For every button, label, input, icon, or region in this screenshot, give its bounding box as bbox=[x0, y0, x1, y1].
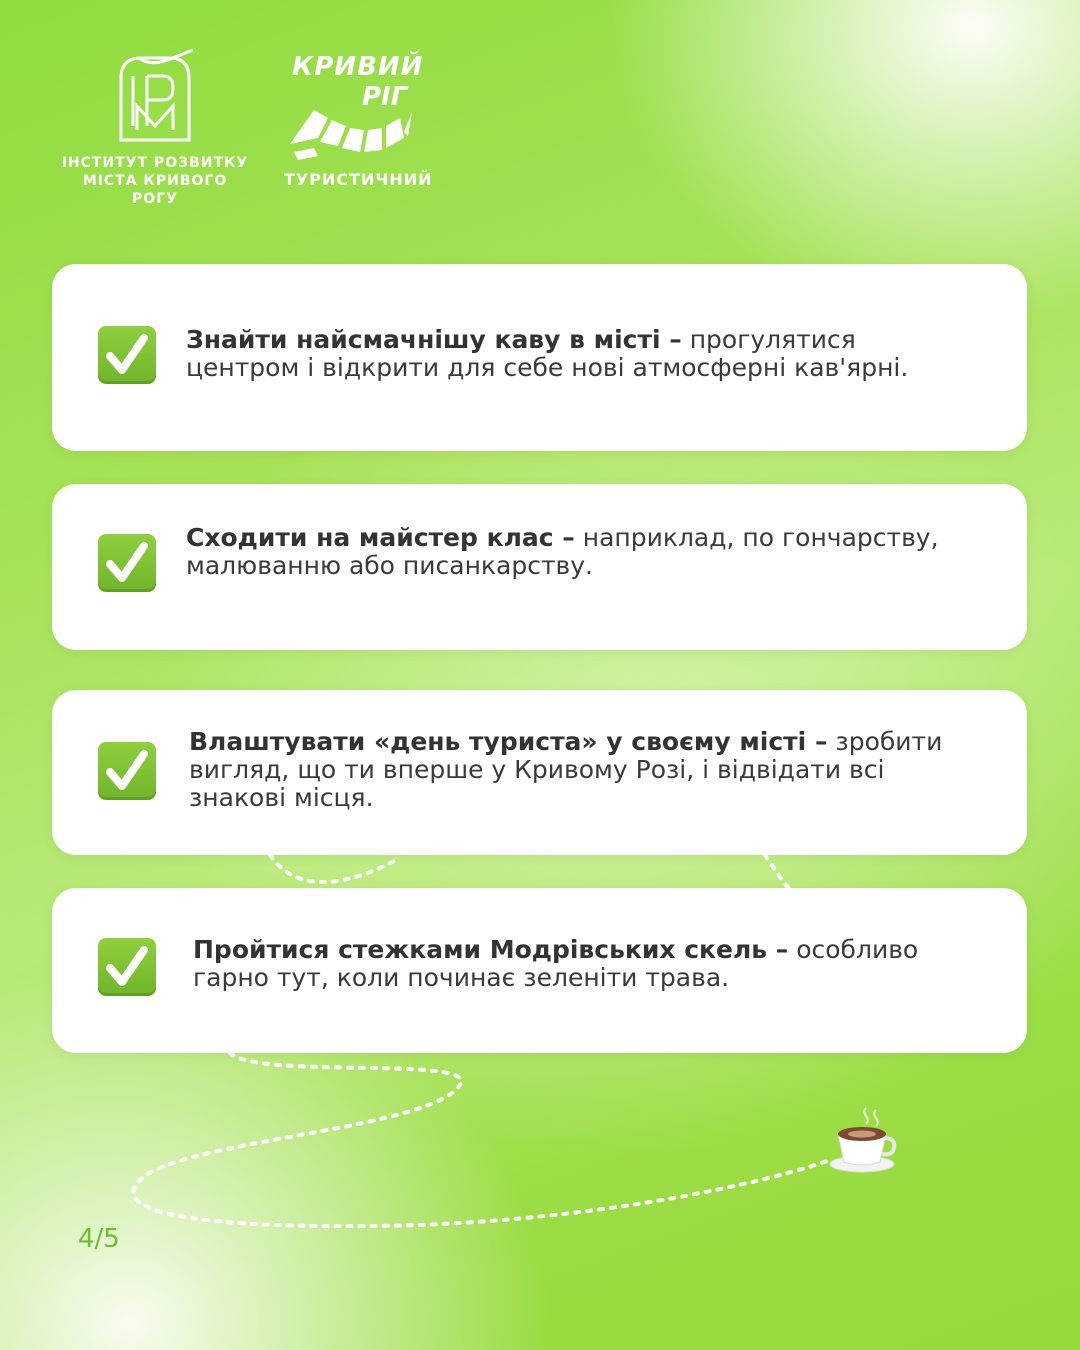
checklist-card-3 bbox=[52, 690, 1027, 855]
checklist-item-text bbox=[186, 524, 976, 580]
checklist-item-description: прогулятися центром і відкрити для себе нові атмосферні кав'ярні. bbox=[186, 325, 909, 382]
tourist-logo-line3: ТУРИСТИЧНИЙ bbox=[284, 170, 433, 189]
checklist-item-description: зробити вигляд, що ти вперше у Кривому Розі, і відвідати всі знакові місця. bbox=[189, 727, 943, 812]
tourist-logo-line1: КРИВИЙ bbox=[292, 52, 424, 82]
checklist-card-4 bbox=[52, 888, 1027, 1053]
check-mark-button-icon bbox=[98, 742, 156, 800]
check-mark-button-icon bbox=[98, 534, 156, 592]
checklist-card-2 bbox=[52, 484, 1027, 650]
checklist-item-text bbox=[193, 936, 983, 992]
checklist-item-title: Пройтися стежками Модрівських скель – bbox=[193, 935, 789, 964]
checklist-item-description: наприклад, по гончарству, малюванню або писанкарству. bbox=[186, 523, 939, 580]
check-mark-button-icon bbox=[98, 938, 156, 996]
checklist-item-text bbox=[186, 326, 976, 382]
check-mark-button-icon bbox=[98, 326, 156, 384]
checklist-item-text bbox=[189, 728, 979, 812]
tourist-logo-line2: РІГ bbox=[362, 82, 408, 112]
stone-arch-icon bbox=[284, 102, 414, 162]
checklist-card-1 bbox=[52, 264, 1027, 451]
checklist-item-title: Влаштувати «день туриста» у своєму місті – bbox=[189, 727, 828, 756]
irm-caption-line1: ІНСТИТУТ РОЗВИТКУ bbox=[61, 155, 249, 171]
page-indicator: 4/5 bbox=[78, 1224, 120, 1254]
coffee-cup-icon bbox=[826, 1104, 898, 1174]
checklist-item-title: Сходити на майстер клас – bbox=[186, 523, 575, 552]
irm-logo bbox=[60, 48, 250, 208]
checklist-item-description: особливо гарно тут, коли починає зеленіти трава. bbox=[193, 935, 919, 992]
irm-monogram-icon bbox=[115, 48, 195, 148]
irm-caption-line2: МІСТА КРИВОГО РОГУ bbox=[82, 173, 228, 207]
checklist-item-title: Знайти найсмачнішу каву в місті – bbox=[186, 325, 682, 354]
